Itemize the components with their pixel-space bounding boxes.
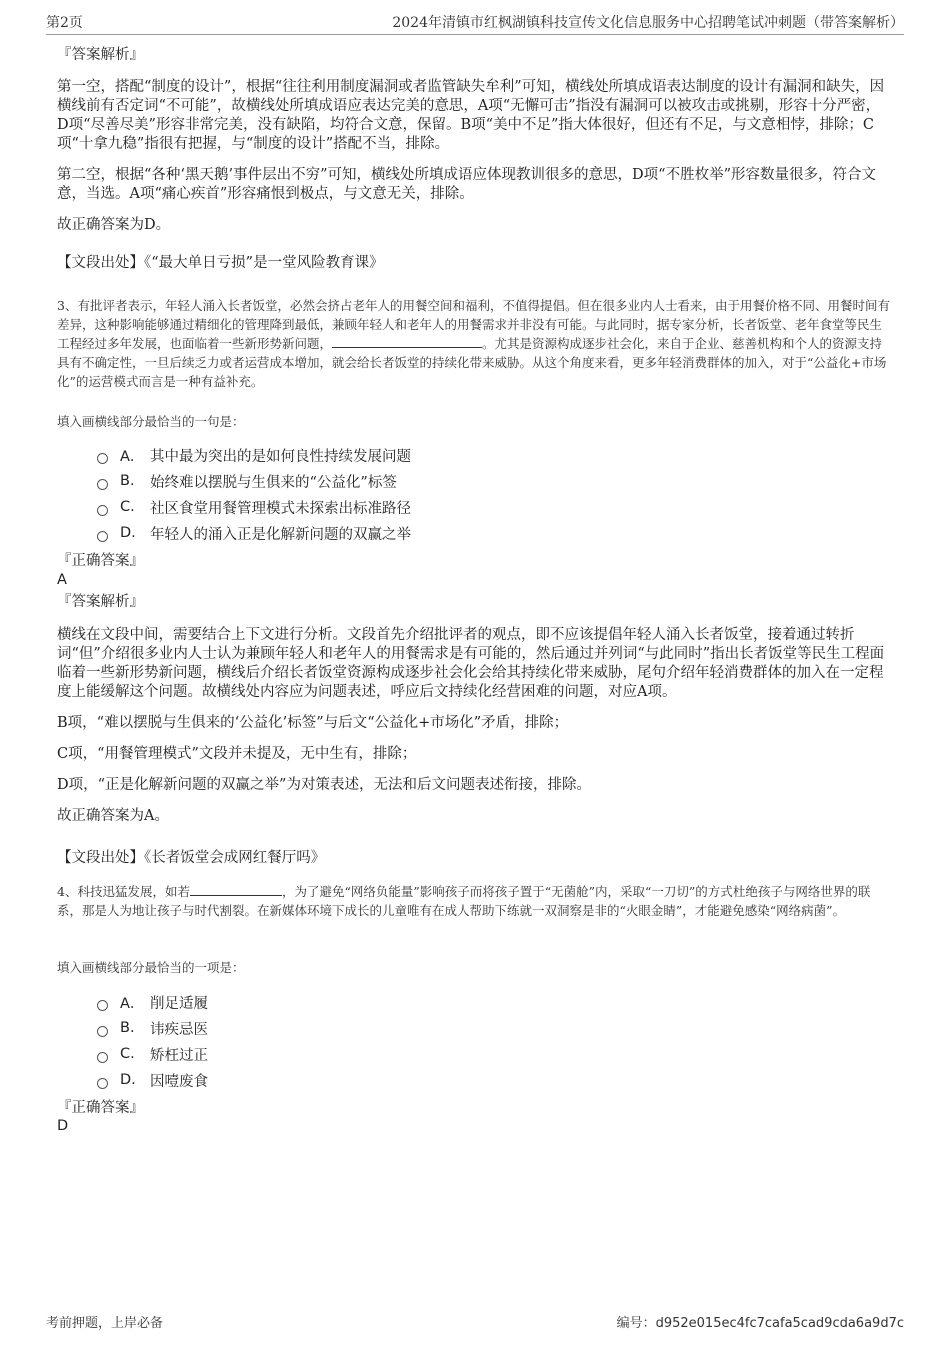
page-footer [46, 1312, 904, 1331]
q4-option-d[interactable]: D. 因噎废食 [97, 1067, 208, 1093]
q3-prompt: 填入画横线部分最恰当的一句是： [57, 414, 245, 429]
document-title: 2024年清镇市红枫湖镇科技宣传文化信息服务中心招聘笔试冲刺题（带答案解析） [392, 15, 904, 31]
q3-option-c[interactable]: C. 社区食堂用餐管理模式未探索出标准路径 [97, 494, 411, 520]
q4-question-text [57, 882, 890, 920]
radio-icon[interactable] [97, 1078, 108, 1089]
q4-text-before: 4、科技迅猛发展，如若 [57, 884, 190, 899]
q3-answer-label: 『正确答案』 [57, 553, 144, 569]
q2-source: 【文段出处】《“最大单日亏损”是一堂风险教育课》 [57, 255, 384, 271]
radio-icon[interactable] [97, 531, 108, 542]
page-number: 第2页 [46, 15, 83, 31]
q4-option-a[interactable]: A． 削足适履 [97, 989, 208, 1015]
radio-icon[interactable] [97, 1052, 108, 1063]
q3-analysis-body [57, 626, 890, 838]
q2-analysis-body [57, 78, 890, 247]
radio-icon[interactable] [97, 505, 108, 516]
q3-analysis-paragraph-4: D项，“正是化解新问题的双赢之举”为对策表述，无法和后文问题表述衔接，排除。 [57, 777, 591, 793]
q3-answer: A [57, 572, 67, 588]
q4-answer: D [57, 1118, 69, 1134]
q4-prompt: 填入画横线部分最恰当的一项是： [57, 960, 245, 975]
q3-option-d[interactable]: D. 年轻人的涌入正是化解新问题的双赢之举 [97, 520, 411, 546]
q3-question-text [57, 296, 890, 391]
radio-icon[interactable] [97, 453, 108, 464]
q3-analysis-label: 『答案解析』 [57, 594, 144, 610]
q3-text-after: 。尤其是资源构成逐步社会化，来自于企业、慈善机构和个人的资源支持具有不确定性，一旦后续乏力或者运营成本增加，就会给长者饭堂的持续化带来威胁。从这个角度来看，更多年轻消费群体的加入，对于“公益化+市场化”的运营模式而言是一种有益补充。 [57, 336, 887, 389]
q2-analysis-section [57, 46, 890, 65]
q4-answer-label: 『正确答案』 [57, 1100, 144, 1116]
radio-icon[interactable] [97, 1000, 108, 1011]
radio-icon[interactable] [97, 1026, 108, 1037]
q4-options [97, 989, 208, 1093]
q3-blank [332, 335, 482, 348]
q3-analysis-paragraph-1: 横线在文段中间，需要结合上下文进行分析。文段首先介绍批评者的观点，即不应该提倡年轻人涌入长者饭堂，接着通过转折词“但”介绍很多业内人士认为兼顾年轻人和老年人的用餐需求是有可能的，然后通过并列词“与此同时”指出长者饭堂等民生工程面临着一些新形势新问题，横线后介绍长者饭堂资源构成逐步社会化会给其持续化带来威胁，尾句介绍年轻消费群体的加入在一定程度上能缓解这个问题。故横线处内容应为问题表述，呼应后文持续化经营困难的问题，对应A项。 [57, 627, 885, 700]
q2-analysis-label: 『答案解析』 [57, 47, 144, 63]
q3-analysis-paragraph-2: B项，“难以摆脱与生俱来的‘公益化’标签”与后文“公益化+市场化”矛盾，排除； [57, 715, 569, 731]
document-id: 编号：d952e015ec4fc7cafa5cad9cda6a9d7c [616, 1316, 904, 1331]
q3-option-a[interactable]: A． 其中最为突出的是如何良性持续发展问题 [97, 442, 411, 468]
q3-option-b[interactable]: B. 始终难以摆脱与生俱来的“公益化”标签 [97, 468, 411, 494]
q4-text-after: ，为了避免“网络负能量”影响孩子而将孩子置于“无菌舱”内，采取“一刀切”的方式杜绝孩子与网络世界的联系，那是人为地让孩子与时代割裂。在新媒体环境下成长的儿童唯有在成人帮助下练就一双洞察是非的“火眼金睛”，才能避免感染“网络病菌”。 [57, 884, 871, 918]
q3-source: 【文段出处】《长者饭堂会成网红餐厅吗》 [57, 850, 326, 866]
q3-conclusion: 故正确答案为A。 [57, 808, 169, 824]
q4-option-c[interactable]: C. 矫枉过正 [97, 1041, 208, 1067]
q3-text-before: 3、有批评者表示，年轻人涌入长者饭堂，必然会挤占老年人的用餐空间和福利，不值得提倡。但在很多业内人士看来，由于用餐价格不同、用餐时间有差异，这种影响能够通过精细化的管理降到最低，兼顾年轻人和老年人的用餐需求并非没有可能。与此同时，据专家分析，长者饭堂、老年食堂等民生工程经过多年发展，也面临着一些新形势新问题， [57, 298, 890, 351]
q3-analysis-paragraph-3: C项，“用餐管理模式”文段并未提及，无中生有，排除； [57, 746, 417, 762]
q3-options [97, 442, 411, 546]
footer-slogan: 考前押题，上岸必备 [46, 1316, 164, 1331]
radio-icon[interactable] [97, 479, 108, 490]
q2-analysis-paragraph-1: 第一空，搭配“制度的设计”，根据“往往利用制度漏洞或者监管缺失牟利”可知，横线处所填成语表达制度的设计有漏洞和缺失，因横线前有否定词“不可能”，故横线处所填成语应表达完美的意思，A项“无懈可击”指没有漏洞可以被攻击或挑剔，形容十分严密，D项“尽善尽美”形容非常完美，没有缺陷，均符合文意，保留。B项“美中不足”指大体很好，但还有不足，与文意相悖，排除；C项“十拿九稳”指很有把握，与“制度的设计”搭配不当，排除。 [57, 79, 885, 152]
q4-option-b[interactable]: B. 讳疾忌医 [97, 1015, 208, 1041]
page-header [46, 12, 904, 35]
q4-blank [190, 883, 282, 896]
q2-conclusion: 故正确答案为D。 [57, 217, 171, 233]
q2-analysis-paragraph-2: 第二空，根据“各种‘黑天鹅’事件层出不穷”可知，横线处所填成语应体现教训很多的意思，D项“不胜枚举”形容数量很多，符合文意，当选。A项“痛心疾首”形容痛恨到极点，与文意无关，排除。 [57, 167, 876, 202]
